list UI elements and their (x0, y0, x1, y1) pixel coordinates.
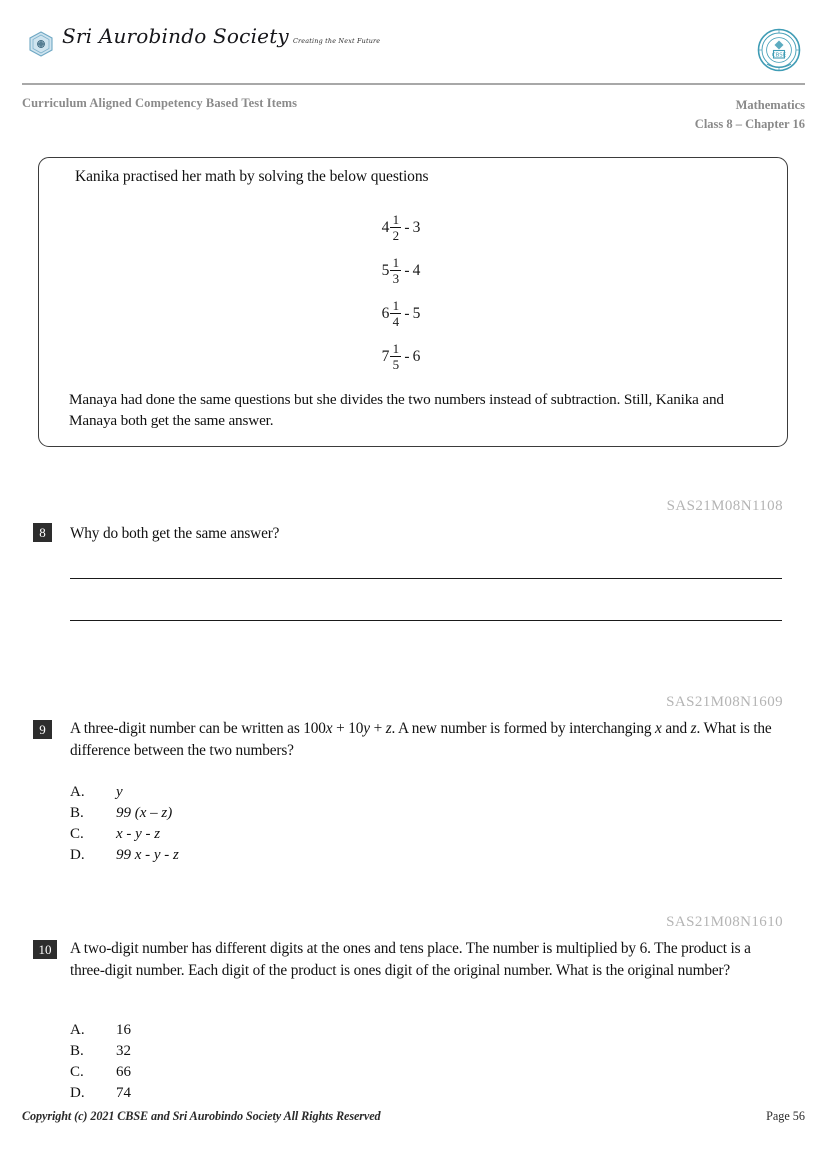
brand-header (26, 26, 805, 78)
equation-row (39, 292, 787, 335)
fraction-numerator: 1 (392, 211, 400, 227)
option-value: 99 (x – z) (116, 805, 173, 821)
right-operand: 4 (412, 261, 421, 279)
copyright-text: Copyright (c) 2021 CBSE and Sri Aurobindo Society All Rights Reserved (22, 1109, 381, 1123)
option-key: A. (70, 784, 85, 800)
society-tagline: Creating the Next Future (292, 37, 381, 45)
option-value: y (116, 784, 123, 800)
fraction-numerator: 1 (392, 340, 400, 356)
option-value: 66 (116, 1064, 131, 1080)
running-head-title: Curriculum Aligned Competency Based Test Items (22, 96, 298, 110)
right-operand: 6 (412, 347, 421, 365)
option-key: C. (70, 826, 84, 842)
header-divider (22, 83, 805, 85)
operator: - (404, 304, 410, 322)
running-head (22, 96, 805, 140)
fraction-numerator: 1 (392, 254, 400, 270)
equation-row (39, 206, 787, 249)
option-value: 74 (116, 1085, 131, 1101)
option-item[interactable] (70, 784, 785, 805)
question-text-run: A three-digit number can be written as 100 (70, 720, 326, 737)
question-text-run: and (661, 720, 691, 737)
option-value: 32 (116, 1043, 131, 1059)
option-item[interactable] (70, 1022, 785, 1043)
fraction (390, 213, 401, 242)
mixed-number-whole: 4 (381, 218, 390, 236)
equation-list (39, 206, 787, 378)
option-value: 16 (116, 1022, 131, 1038)
fraction-denominator: 3 (392, 271, 400, 287)
fraction-denominator: 4 (392, 314, 400, 330)
stimulus-tail-text: Manaya had done the same questions but she divides the two numbers instead of subtraction. Still, Kanika and Manaya both get the same answer. (69, 391, 724, 429)
question-text-variable: z (385, 720, 392, 737)
society-name: Sri Aurobindo Society (62, 24, 289, 48)
question-text-run: + (369, 720, 386, 737)
society-logo-text (62, 26, 380, 48)
stimulus-box (38, 157, 788, 447)
option-value: x - y - z (116, 826, 161, 842)
question-number-badge: 9 (33, 720, 52, 739)
fraction-denominator: 2 (392, 228, 400, 244)
page-number: Page 56 (766, 1109, 805, 1123)
question-text-variable: x (655, 720, 662, 737)
option-key: B. (70, 805, 84, 821)
mixed-number-whole: 7 (381, 347, 390, 365)
option-key: D. (70, 847, 85, 863)
option-value: 99 x - y - z (116, 847, 179, 863)
option-item[interactable] (70, 1064, 785, 1085)
svg-text:CBSE: CBSE (771, 52, 787, 59)
right-operand: 5 (412, 304, 421, 322)
option-key: C. (70, 1064, 84, 1080)
question-text-run: + 10 (332, 720, 364, 737)
question-number-badge: 8 (33, 523, 52, 542)
operator: - (404, 261, 410, 279)
fraction (390, 342, 401, 371)
mixed-number-whole: 5 (381, 261, 390, 279)
question-text-variable: x (325, 720, 333, 737)
question-text: Why do both get the same answer? (70, 525, 280, 542)
option-item[interactable] (70, 1085, 785, 1106)
question-code: SAS21M08N1609 (666, 694, 783, 710)
question-code: SAS21M08N1610 (666, 914, 783, 930)
answer-line[interactable] (70, 620, 782, 621)
subject-label: Mathematics (735, 98, 805, 112)
right-operand: 3 (412, 218, 421, 236)
question-text-variable: z (690, 720, 697, 737)
option-list (70, 1022, 785, 1106)
option-key: A. (70, 1022, 85, 1038)
question-text-run: . A new number is formed by interchanging (391, 720, 656, 737)
option-list (70, 784, 785, 868)
equation-row (39, 249, 787, 292)
stimulus-lead-text: Kanika practised her math by solving the below questions (75, 168, 429, 185)
operator: - (404, 347, 410, 365)
answer-line[interactable] (70, 578, 782, 579)
fraction (390, 299, 401, 328)
question-code: SAS21M08N1108 (666, 498, 783, 514)
class-chapter-label: Class 8 – Chapter 16 (694, 116, 805, 131)
equation-row (39, 335, 787, 378)
fraction (390, 256, 401, 285)
option-item[interactable] (70, 1043, 785, 1064)
society-logo (26, 26, 380, 57)
fraction-numerator: 1 (392, 297, 400, 313)
page-footer (22, 1109, 805, 1127)
sri-aurobindo-society-emblem-icon (26, 31, 56, 57)
question-text-run: . What is the difference between the two numbers? (70, 720, 772, 760)
cbse-seal-icon (753, 24, 805, 76)
mixed-number-whole: 6 (381, 304, 390, 322)
option-item[interactable] (70, 805, 785, 826)
option-key: D. (70, 1085, 85, 1101)
fraction-denominator: 5 (392, 357, 400, 373)
running-head-meta (695, 96, 805, 134)
question-text: A two-digit number has different digits at the ones and tens place. The number is multiplied by 6. The product is a three-digit number. Each digit of the product is ones digit of the original number. What is the original number? (70, 940, 751, 980)
option-item[interactable] (70, 826, 785, 847)
question-text (70, 718, 785, 762)
option-item[interactable] (70, 847, 785, 868)
option-key: B. (70, 1043, 84, 1059)
question-text-variable: y (363, 720, 370, 737)
operator: - (404, 218, 410, 236)
question-number-badge: 10 (33, 940, 57, 959)
